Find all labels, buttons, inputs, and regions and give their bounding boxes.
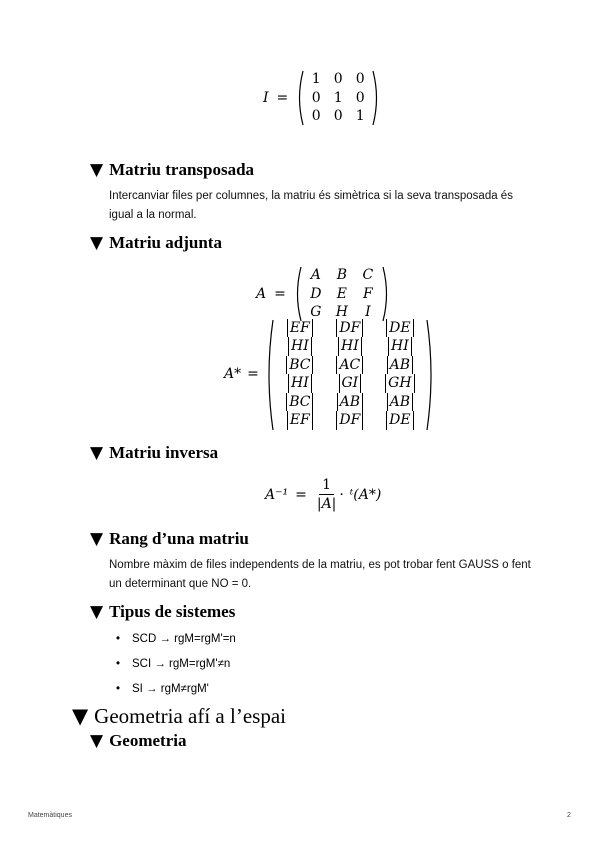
adjunta-matrix [294,266,390,322]
matrix-cell [375,411,425,430]
footer-left: Matemàtiques [28,812,72,819]
matrix-cell [375,319,425,338]
triangle-down-icon[interactable]: ▼ [90,529,104,549]
matrix-cell [275,411,325,430]
list-item: • SCI → rgM=rgM'≠n [116,657,236,682]
inverse-numerator: 1 [319,476,334,495]
triangle-down-icon[interactable]: ▼ [90,443,104,463]
determinant-entry: DE [386,411,413,430]
triangle-down-icon[interactable]: ▼ [90,602,104,622]
matrix-cell: B [336,267,347,284]
matrix-cell [375,337,425,356]
identity-equals: = [276,90,289,106]
matrix-cell [325,337,375,356]
heading-rang-matriu[interactable]: ▼ Rang d’una matriu [90,529,249,549]
list-item: • SI → rgM≠rgM' [116,682,236,707]
determinant-entry: EF [287,411,313,430]
transposada-text: Intercanviar files per columnes, la matriu és simètrica si la seva transposada és igual a la normal. [109,190,513,221]
determinant-entry: GH [385,374,414,393]
matrix-cell: H [335,304,348,321]
triangle-down-icon[interactable]: ▼ [72,704,89,728]
matrix-cell [325,411,375,430]
triangle-down-icon[interactable]: ▼ [90,233,104,253]
inverse-equation [265,476,381,513]
heading-geometria[interactable]: ▼ Geometria [90,731,187,751]
adjugate-matrix-equation [224,318,435,430]
adjugate-matrix [265,319,435,430]
matrix-cell: 1 [333,89,343,106]
adjunta-equals: = [274,286,286,302]
matrix-cell: 0 [355,89,365,106]
determinant-entry: GI [339,374,362,393]
adjugate-equals: = [247,366,259,382]
identity-equation [263,70,380,126]
heading-tipus-sistemes[interactable]: ▼ Tipus de sistemes [90,602,236,622]
matrix-cell [275,337,325,356]
matrix-cell: I [365,304,371,321]
determinant-entry: DF [336,411,363,430]
determinant-entry: BC [286,393,313,412]
matrix-cell [325,393,375,412]
heading-geometria-afi[interactable]: ▼ Geometria afí a l’espai [72,704,286,728]
matrix-cell: 1 [355,108,365,125]
triangle-down-icon[interactable]: ▼ [90,731,104,751]
determinant-entry: AB [387,356,413,375]
determinant-entry: AC [336,356,363,375]
determinant-entry: EF [287,319,313,338]
triangle-down-icon[interactable]: ▼ [90,160,104,180]
matrix-cell: A [310,267,321,284]
determinant-entry: DE [386,319,413,338]
list-item: • SCD → rgM=rgM'=n [116,632,236,657]
page-number: 2 [567,812,571,819]
matrix-cell [375,393,425,412]
determinant-entry: HI [388,337,412,356]
matrix-cell [275,319,325,338]
determinant-entry: HI [288,374,312,393]
adjugate-lhs: A* [224,366,242,382]
matrix-cell: E [336,285,347,302]
matrix-cell: D [310,285,322,302]
matrix-cell: 0 [333,71,343,88]
tipus-list [116,632,236,707]
inverse-lhs: A⁻¹ [265,486,289,503]
matrix-cell: 0 [311,89,321,106]
determinant-entry: BC [286,356,313,375]
matrix-cell [325,374,375,393]
matrix-cell: 1 [311,71,321,88]
identity-matrix [296,70,380,126]
determinant-entry: AB [337,393,363,412]
heading-matriu-adjunta[interactable]: ▼ Matriu adjunta [90,233,222,253]
determinant-entry: DF [336,319,363,338]
matrix-cell: 0 [311,108,321,125]
matrix-cell: 0 [355,71,365,88]
matrix-cell [275,356,325,375]
inverse-denominator: |A| [316,496,337,512]
matrix-cell [275,374,325,393]
matrix-cell [275,393,325,412]
rang-text: Nombre màxim de files independents de la matriu, es pot trobar fent GAUSS o fent un determinant que NO = 0. [109,559,531,590]
adjunta-matrix-equation [256,266,390,322]
inverse-rhs: ᵗ(A*) [349,486,382,503]
identity-lhs: I [263,90,269,106]
determinant-entry: HI [338,337,362,356]
inverse-dot: · [339,486,344,503]
inverse-fraction [317,476,337,513]
inverse-equals: = [295,486,307,503]
adjunta-lhs: A [256,286,267,302]
matrix-cell: G [310,304,322,321]
matrix-cell [375,374,425,393]
determinant-entry: AB [387,393,413,412]
matrix-cell [375,356,425,375]
determinant-entry: HI [288,337,312,356]
matrix-cell: C [362,267,374,284]
heading-matriu-transposada[interactable]: ▼ Matriu transposada [90,160,255,180]
matrix-cell: F [363,285,373,302]
matrix-cell [325,356,375,375]
matrix-cell [325,319,375,338]
heading-matriu-inversa[interactable]: ▼ Matriu inversa [90,443,219,463]
matrix-cell: 0 [333,108,343,125]
